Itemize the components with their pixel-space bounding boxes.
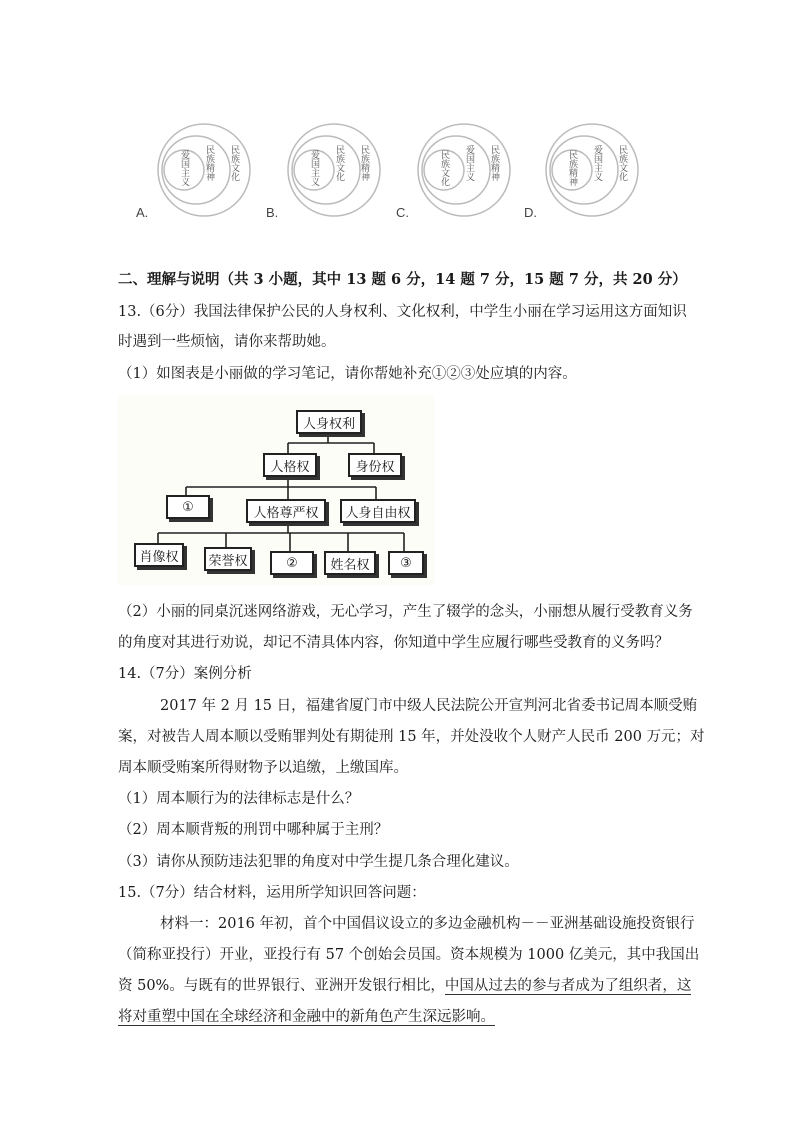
option-b-middle-label: 民族文化: [334, 145, 344, 181]
option-a-inner-label: 爱国主义: [179, 150, 189, 186]
q14-para1: 2017 年 2 月 15 日，福建省厦门市中级人民法院公开宣判河北省委书记周本顺受贿: [160, 698, 698, 714]
node-blank2: ②: [270, 551, 314, 575]
node-freedom: 人身自由权: [340, 499, 416, 523]
node-portrait: 肖像权: [134, 543, 184, 567]
q14-q1: （1）周本顺行为的法律标志是什么？: [118, 791, 360, 807]
q13-sub2-line2: 的角度对其进行劝说，却记不清具体内容，你知道中学生应履行哪些受教育的义务吗？: [118, 635, 669, 651]
node-identity: 身份权: [348, 453, 402, 477]
node-name: 姓名权: [324, 551, 376, 575]
node-dignity: 人格尊严权: [246, 499, 326, 523]
option-d-letter[interactable]: D.: [524, 205, 537, 220]
option-d-inner-label: 民族精神: [567, 150, 577, 186]
q13-line2: 时遇到一些烦恼，请你来帮助她。: [118, 334, 336, 350]
node-root: 人身权利: [296, 410, 362, 434]
q13-sub1: （1）如图表是小丽做的学习笔记，请你帮她补充①②③处应填的内容。: [118, 366, 577, 382]
option-c-outer-label: 民族精神: [489, 145, 499, 181]
option-a-outer-label: 民族文化: [229, 145, 239, 181]
q15-line1: 15.（7分）结合材料，运用所学知识回答问题：: [118, 885, 426, 901]
q15-para3-plain: 资 50%。与既有的世界银行、亚洲开发银行相比，: [118, 978, 445, 994]
q13-line1: 13.（6分）我国法律保护公民的人身权利、文化权利，中学生小丽在学习运用这方面知识: [118, 304, 687, 320]
q14-para3: 周本顺受贿案所得财物予以追缴，上缴国库。: [118, 760, 408, 776]
option-c-middle-label: 爱国主义: [464, 145, 474, 181]
option-a-middle-label: 民族精神: [204, 145, 214, 181]
q15-para1: 材料一：2016 年初，首个中国倡议设立的多边金融机构－－亚洲基础设施投资银行: [160, 916, 695, 932]
q15-para4-underlined: 将对重塑中国在全球经济和金融中的新角色产生深远影响。: [118, 1009, 495, 1025]
section-title: 二、理解与说明（共 3 小题，其中 13 题 6 分，14 题 7 分，15 题 7 分，共 20 分）: [118, 271, 687, 288]
option-b-inner-label: 爱国主义: [309, 150, 319, 186]
option-c-letter[interactable]: C.: [396, 205, 409, 220]
option-d-outer-label: 民族文化: [617, 145, 627, 181]
q14-line1: 14.（7分）案例分析: [118, 666, 252, 682]
q15-para3: [118, 976, 691, 996]
node-blank3: ③: [388, 551, 424, 575]
q14-q2: （2）周本顺背叛的刑罚中哪种属于主刑？: [118, 822, 389, 838]
q13-sub2-line1: （2）小丽的同桌沉迷网络游戏，无心学习，产生了辍学的念头，小丽想从履行受教育义务: [118, 604, 693, 620]
q14-q3: （3）请你从预防违法犯罪的角度对中学生提几条合理化建议。: [118, 854, 519, 870]
q14-para2: 案，对被告人周本顺以受贿罪判处有期徒刑 15 年，并处没收个人财产人民币 200 万元；对: [118, 729, 705, 745]
option-d-middle-label: 爱国主义: [592, 145, 602, 181]
option-b-outer-label: 民族精神: [359, 145, 369, 181]
option-c-inner-label: 民族文化: [439, 150, 449, 186]
q15-para3-underlined: 中国从过去的参与者成为了组织者，这: [444, 978, 692, 994]
rights-tree-diagram: [118, 395, 434, 585]
q15-para2: （简称亚投行）开业，亚投行有 57 个创始会员国。资本规模为 1000 亿美元，其中我国出: [118, 947, 700, 963]
node-honor: 荣誉权: [204, 547, 252, 571]
q15-para4: [118, 1007, 495, 1027]
node-blank1: ①: [166, 495, 210, 519]
option-b-letter[interactable]: B.: [266, 205, 279, 220]
node-personality: 人格权: [263, 453, 317, 477]
option-a-letter[interactable]: A.: [136, 205, 149, 220]
